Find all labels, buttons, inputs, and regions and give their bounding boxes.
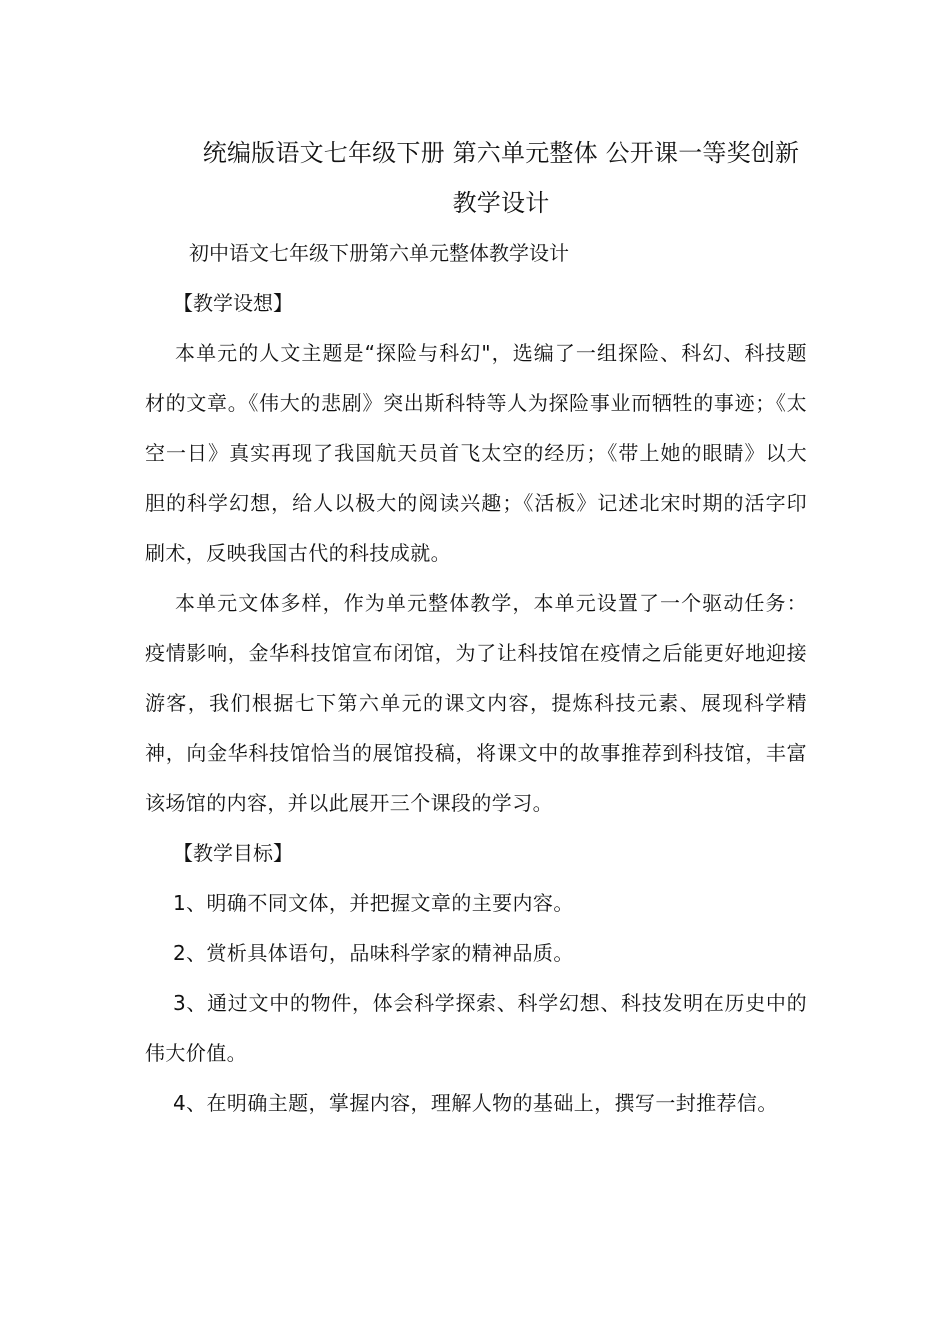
goal-item-2: 2、赏析具体语句，品味科学家的精神品质。 xyxy=(173,941,574,965)
goal-item-1: 1、明确不同文体，并把握文章的主要内容。 xyxy=(173,891,574,915)
section-heading-goals: 【教学目标】 xyxy=(173,841,293,865)
document-subtitle: 初中语文七年级下册第六单元整体教学设计 xyxy=(189,241,569,265)
document-title: 统编版语文七年级下册 第六单元整体 公开课一等奖创新教学设计 xyxy=(202,139,800,217)
goal-item-3: 3、通过文中的物件，体会科学探索、科学幻想、科技发明在历史中的伟大价值。 xyxy=(145,991,807,1065)
section-heading-design: 【教学设想】 xyxy=(173,291,293,315)
paragraph-task: 本单元文体多样，作为单元整体教学，本单元设置了一个驱动任务：疫情影响，金华科技馆宣布闭馆，为了让科技馆在疫情之后能更好地迎接游客，我们根据七下第六单元的课文内容，提炼科技元素、展现科学精神，向金华科技馆恰当的展馆投稿，将课文中的故事推荐到科技馆，丰富该场馆的内容，并以此展开三个课段的学习。 xyxy=(145,591,807,815)
document-content xyxy=(145,128,807,1128)
goal-item-4: 4、在明确主题，掌握内容，理解人物的基础上，撰写一封推荐信。 xyxy=(173,1091,778,1115)
paragraph-theme: 本单元的人文主题是“探险与科幻"，选编了一组探险、科幻、科技题材的文章。《伟大的悲剧》突出斯科特等人为探险事业而牺牲的事迹；《太空一日》真实再现了我国航天员首飞太空的经历；《带上她的眼睛》以大胆的科学幻想，给人以极大的阅读兴趣；《活板》记述北宋时期的活字印刷术，反映我国古代的科技成就。 xyxy=(145,341,807,565)
